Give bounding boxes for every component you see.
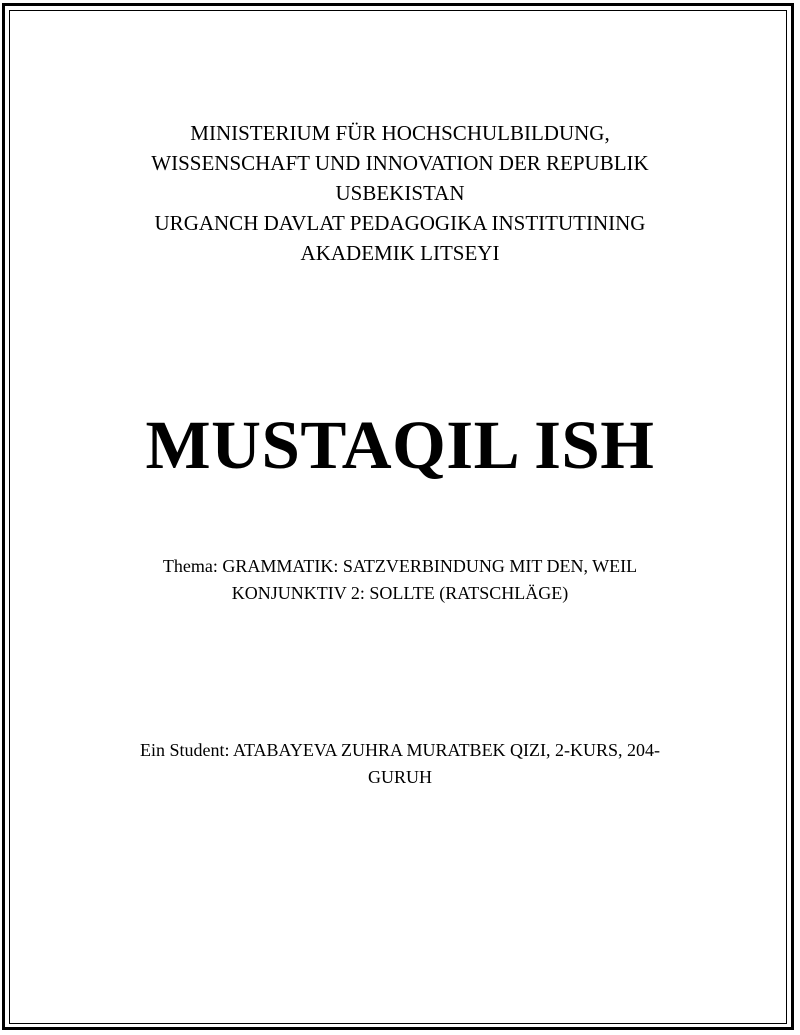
theme-line: Thema: GRAMMATIK: SATZVERBINDUNG MIT DEN, WEIL [162, 556, 638, 576]
document-title: MUSTAQIL ISH [145, 407, 655, 483]
institution-line: MINISTERIUM FÜR HOCHSCHULBILDUNG, [190, 121, 610, 145]
student-line: Ein Student: ATABAYEVA ZUHRA MURATBEK QIZI, 2-KURS, 204- [139, 740, 661, 760]
institution-header [0, 118, 800, 268]
student-line: GURUH [367, 767, 432, 787]
theme-section [0, 553, 800, 607]
institution-line: URGANCH DAVLAT PEDAGOGIKA INSTITUTINING [154, 211, 646, 235]
institution-line: USBEKISTAN [335, 181, 465, 205]
institution-line: WISSENSCHAFT UND INNOVATION DER REPUBLIK [151, 151, 649, 175]
institution-line: AKADEMIK LITSEYI [300, 241, 500, 265]
student-section [0, 737, 800, 791]
theme-line: KONJUNKTIV 2: SOLLTE (RATSCHLÄGE) [231, 583, 569, 603]
